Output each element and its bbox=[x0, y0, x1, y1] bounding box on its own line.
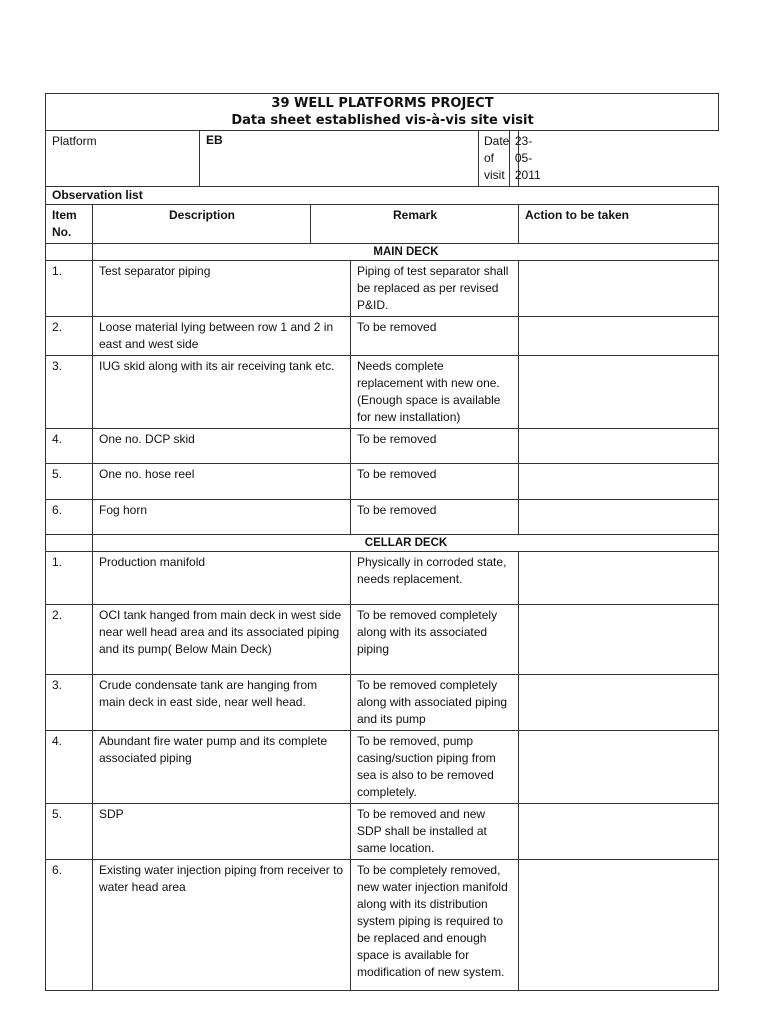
item-action bbox=[519, 860, 719, 991]
item-action bbox=[519, 261, 719, 317]
table-row bbox=[46, 356, 719, 429]
data-sheet-table bbox=[45, 93, 719, 991]
main-deck-title: MAIN DECK bbox=[93, 244, 719, 261]
item-action bbox=[519, 675, 719, 731]
item-description: Production manifold bbox=[93, 552, 351, 605]
item-description: Crude condensate tank are hanging from main deck in east side, near well head. bbox=[93, 675, 351, 731]
title-row bbox=[46, 94, 719, 131]
item-remark: Piping of test separator shall be replaced as per revised P&ID. bbox=[351, 261, 519, 317]
item-description: Fog horn bbox=[93, 500, 351, 535]
item-action bbox=[519, 605, 719, 675]
item-description: One no. hose reel bbox=[93, 464, 351, 500]
item-action bbox=[519, 552, 719, 605]
title-cell bbox=[46, 94, 719, 131]
platform-value: EB bbox=[200, 131, 479, 187]
table-row bbox=[46, 675, 719, 731]
item-remark: Physically in corroded state, needs replacement. bbox=[351, 552, 519, 605]
col-action: Action to be taken bbox=[519, 205, 719, 244]
table-row bbox=[46, 429, 719, 464]
date-value: 23-05-2011 bbox=[514, 134, 541, 182]
cellar-deck-title: CELLAR DECK bbox=[93, 535, 719, 552]
item-description: Test separator piping bbox=[93, 261, 351, 317]
item-description: Loose material lying between row 1 and 2 in east and west side bbox=[93, 317, 351, 356]
date-label: Date of visit bbox=[479, 131, 509, 186]
item-no: 3. bbox=[46, 675, 93, 731]
item-action bbox=[519, 500, 719, 535]
section-spacer bbox=[46, 244, 93, 261]
observation-row bbox=[46, 187, 719, 205]
item-description: IUG skid along with its air receiving tank etc. bbox=[93, 356, 351, 429]
item-no: 1. bbox=[46, 552, 93, 605]
column-header-row bbox=[46, 205, 719, 244]
item-remark: To be removed and new SDP shall be installed at same location. bbox=[351, 804, 519, 860]
item-action bbox=[519, 731, 719, 804]
item-remark: To be removed completely along with associated piping and its pump bbox=[351, 675, 519, 731]
item-no: 5. bbox=[46, 804, 93, 860]
item-action bbox=[519, 356, 719, 429]
item-no: 6. bbox=[46, 500, 93, 535]
item-remark: To be removed bbox=[351, 429, 519, 464]
item-remark: To be completely removed, new water injection manifold along with its distribution system piping is required to be replaced and enough space is available for modification of new system. bbox=[351, 860, 519, 991]
table-row bbox=[46, 464, 719, 500]
col-remark: Remark bbox=[311, 205, 519, 244]
item-remark: To be removed, pump casing/suction piping from sea is also to be removed completely. bbox=[351, 731, 519, 804]
item-remark: To be removed bbox=[351, 317, 519, 356]
table-row bbox=[46, 860, 719, 991]
col-description: Description bbox=[93, 205, 311, 244]
info-row bbox=[46, 131, 719, 187]
item-description: SDP bbox=[93, 804, 351, 860]
table-row bbox=[46, 500, 719, 535]
item-no: 2. bbox=[46, 317, 93, 356]
item-no: 5. bbox=[46, 464, 93, 500]
table-row bbox=[46, 804, 719, 860]
item-remark: Needs complete replacement with new one. (Enough space is available for new installation) bbox=[351, 356, 519, 429]
date-cell bbox=[479, 131, 541, 187]
main-deck-header-row bbox=[46, 244, 719, 261]
table-row bbox=[46, 605, 719, 675]
table-row bbox=[46, 731, 719, 804]
item-description: One no. DCP skid bbox=[93, 429, 351, 464]
observation-label: Observation list bbox=[46, 187, 719, 205]
item-no: 2. bbox=[46, 605, 93, 675]
item-remark: To be removed bbox=[351, 464, 519, 500]
item-action bbox=[519, 429, 719, 464]
item-action bbox=[519, 464, 719, 500]
table-row bbox=[46, 552, 719, 605]
item-description: Abundant fire water pump and its complete associated piping bbox=[93, 731, 351, 804]
cellar-deck-header-row bbox=[46, 535, 719, 552]
item-no: 3. bbox=[46, 356, 93, 429]
item-remark: To be removed bbox=[351, 500, 519, 535]
sheet-subtitle: Data sheet established vis-à-vis site visit bbox=[231, 113, 534, 128]
item-no: 4. bbox=[46, 429, 93, 464]
item-no: 6. bbox=[46, 860, 93, 991]
item-no: 4. bbox=[46, 731, 93, 804]
item-description: Existing water injection piping from receiver to water head area bbox=[93, 860, 351, 991]
item-action bbox=[519, 317, 719, 356]
item-no: 1. bbox=[46, 261, 93, 317]
item-description: OCI tank hanged from main deck in west side near well head area and its associated piping and its pump( Below Main Deck) bbox=[93, 605, 351, 675]
date-inner-table bbox=[479, 131, 541, 186]
table-row bbox=[46, 261, 719, 317]
section-spacer bbox=[46, 535, 93, 552]
item-remark: To be removed completely along with its associated piping bbox=[351, 605, 519, 675]
table-row bbox=[46, 317, 719, 356]
item-action bbox=[519, 804, 719, 860]
project-title: 39 WELL PLATFORMS PROJECT bbox=[271, 96, 494, 111]
platform-label: Platform bbox=[46, 131, 200, 187]
col-item-no: Item No. bbox=[46, 205, 93, 244]
